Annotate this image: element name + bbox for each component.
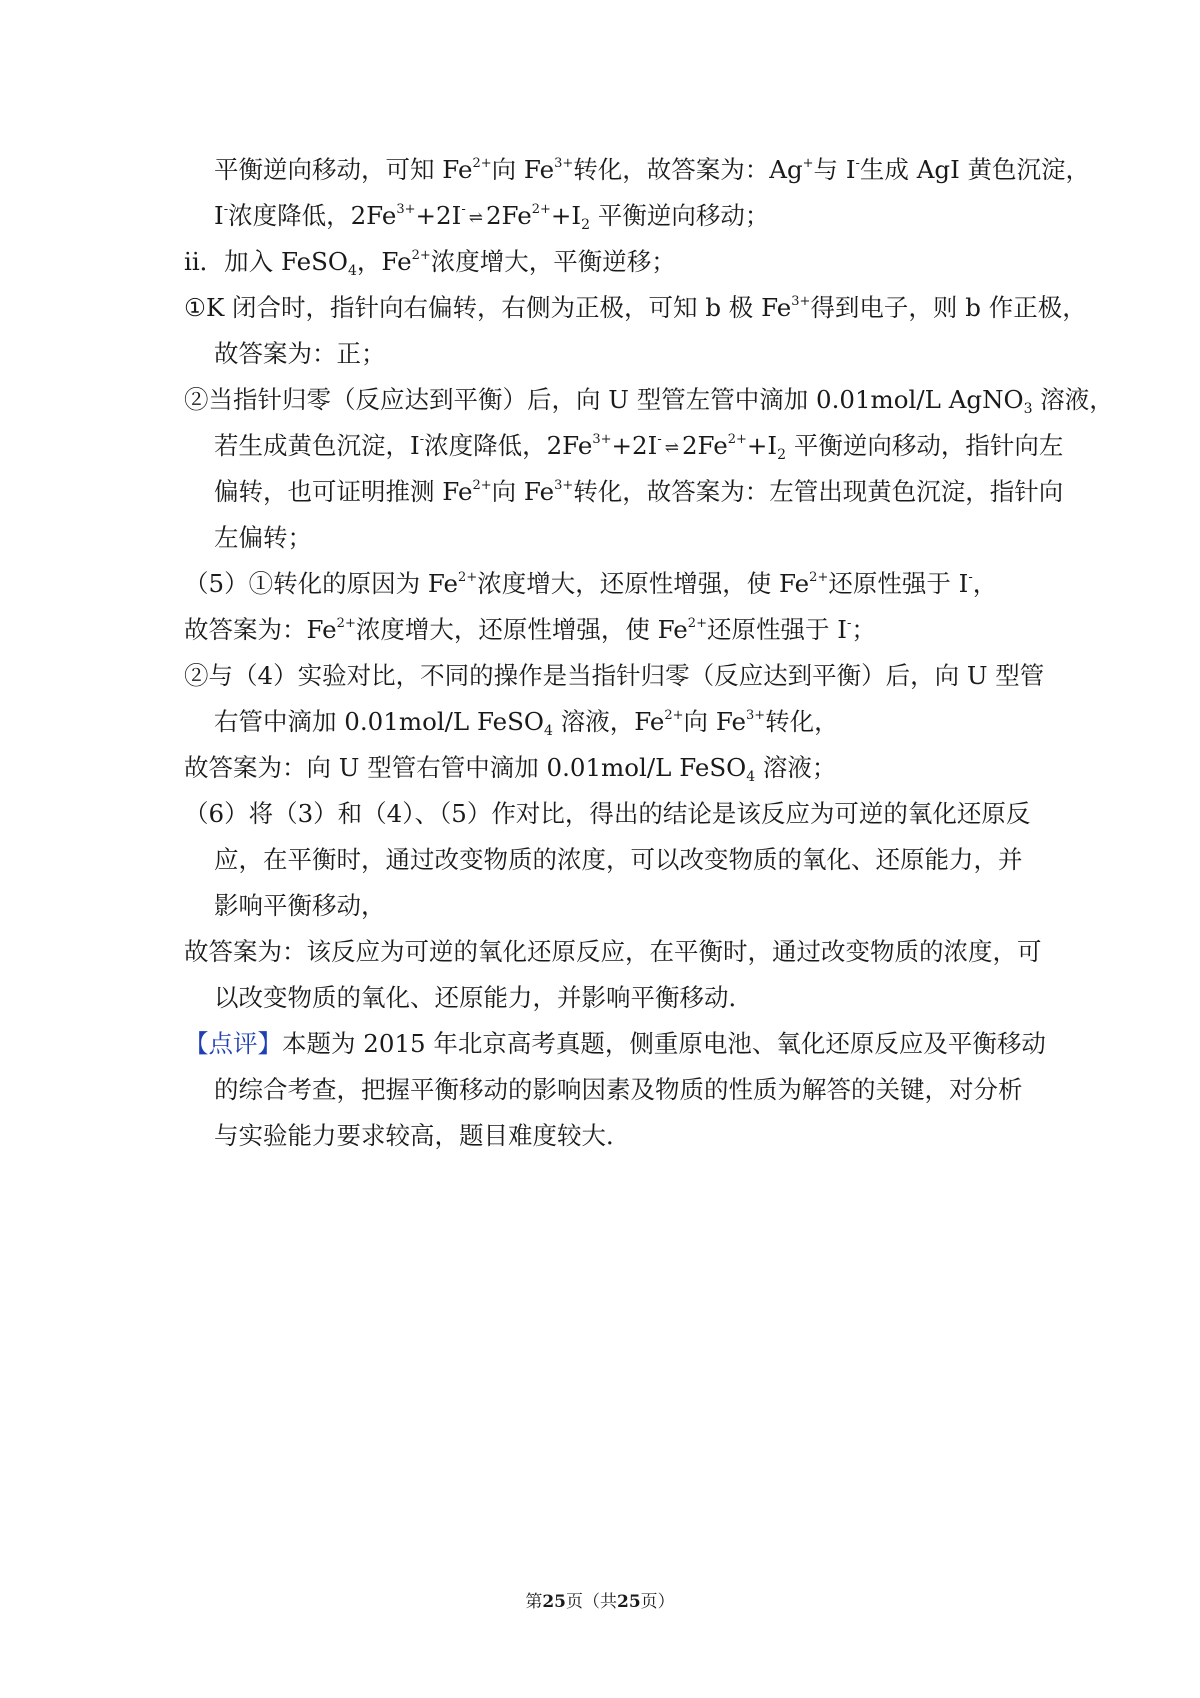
text-line: （6）将（3）和（4）、（5）作对比，得出的结论是该反应为可逆的氧化还原反	[184, 799, 1031, 828]
text-line: ①K 闭合时，指针向右偏转，右侧为正极，可知 b 极 $Fe^{3+}$得到电子，则 b 作正极，	[184, 293, 1087, 322]
comment-label: 【点评】	[184, 1029, 282, 1058]
text-line: 故答案为：正；	[214, 339, 386, 368]
footer-suffix: 页）	[640, 1592, 675, 1612]
text-line: ②当指针归零（反应达到平衡）后，向 U 型管左管中滴加 0.01mol/L AgNO$_3$ 溶液，	[184, 385, 1114, 417]
text-line: （5）①转化的原因为 $Fe^{2+}$浓度增大，还原性增强，使 $Fe^{2+}$还原性强于 I-，	[184, 569, 998, 598]
text-line: 右管中滴加 0.01mol/L FeSO$_4$ 溶液，$Fe^{2+}$向 $Fe^{3+}$转化，	[214, 707, 839, 739]
text-line: 若生成黄色沉淀，I-浓度降低，$2Fe^{3+}+2I^-$ ⇌ $2Fe^{2+}+I_2$ 平衡逆向移动，指针向左	[214, 431, 1064, 463]
text-line: 与实验能力要求较高，题目难度较大．	[214, 1121, 631, 1150]
footer-middle: 页（共	[566, 1592, 617, 1612]
text-line: ii．加入 FeSO$_4$，$Fe^{2+}$浓度增大，平衡逆移；	[184, 247, 676, 279]
text-line: ②与（4）实验对比，不同的操作是当指针归零（反应达到平衡）后，向 U 型管	[184, 661, 1045, 690]
page-footer	[0, 1590, 1200, 1614]
footer-prefix: 第	[525, 1592, 543, 1612]
text-line: 本题为 2015 年北京高考真题，侧重原电池、氧化还原反应及平衡移动	[282, 1029, 1046, 1058]
text-line: 偏转，也可证明推测 $Fe^{2+}$向 $Fe^{3+}$转化，故答案为：左管出现黄色沉淀，指针向	[214, 477, 1064, 506]
footer-total-pages: 25	[617, 1592, 641, 1612]
text-line: 故答案为：$Fe^{2+}$浓度增大，还原性增强，使 $Fe^{2+}$还原性强于 I-；	[184, 615, 876, 644]
text-line: 平衡逆向移动，可知 $Fe^{2+}$向 $Fe^{3+}$转化，故答案为：Ag+与 I-生成 AgI 黄色沉淀，	[214, 155, 1091, 184]
text-line: I-浓度降低，$2Fe^{3+}+2I^-$ ⇌ $2Fe^{2+}+I_2$ 平衡逆向移动；	[214, 201, 770, 233]
footer-page-number: 25	[542, 1592, 566, 1612]
text-line: 以改变物质的氧化、还原能力，并影响平衡移动．	[214, 983, 753, 1012]
text-line: 左偏转；	[214, 523, 312, 552]
text-line: 故答案为：该反应为可逆的氧化还原反应，在平衡时，通过改变物质的浓度，可	[184, 937, 1042, 966]
comment-line	[184, 1026, 1200, 1062]
text-line: 的综合考查，把握平衡移动的影响因素及物质的性质为解答的关键，对分析	[214, 1075, 1023, 1104]
text-line: 应，在平衡时，通过改变物质的浓度，可以改变物质的氧化、还原能力，并	[214, 845, 1023, 874]
text-line: 故答案为：向 U 型管右管中滴加 0.01mol/L FeSO$_4$ 溶液；	[184, 753, 837, 785]
text-line: 影响平衡移动，	[214, 891, 386, 920]
